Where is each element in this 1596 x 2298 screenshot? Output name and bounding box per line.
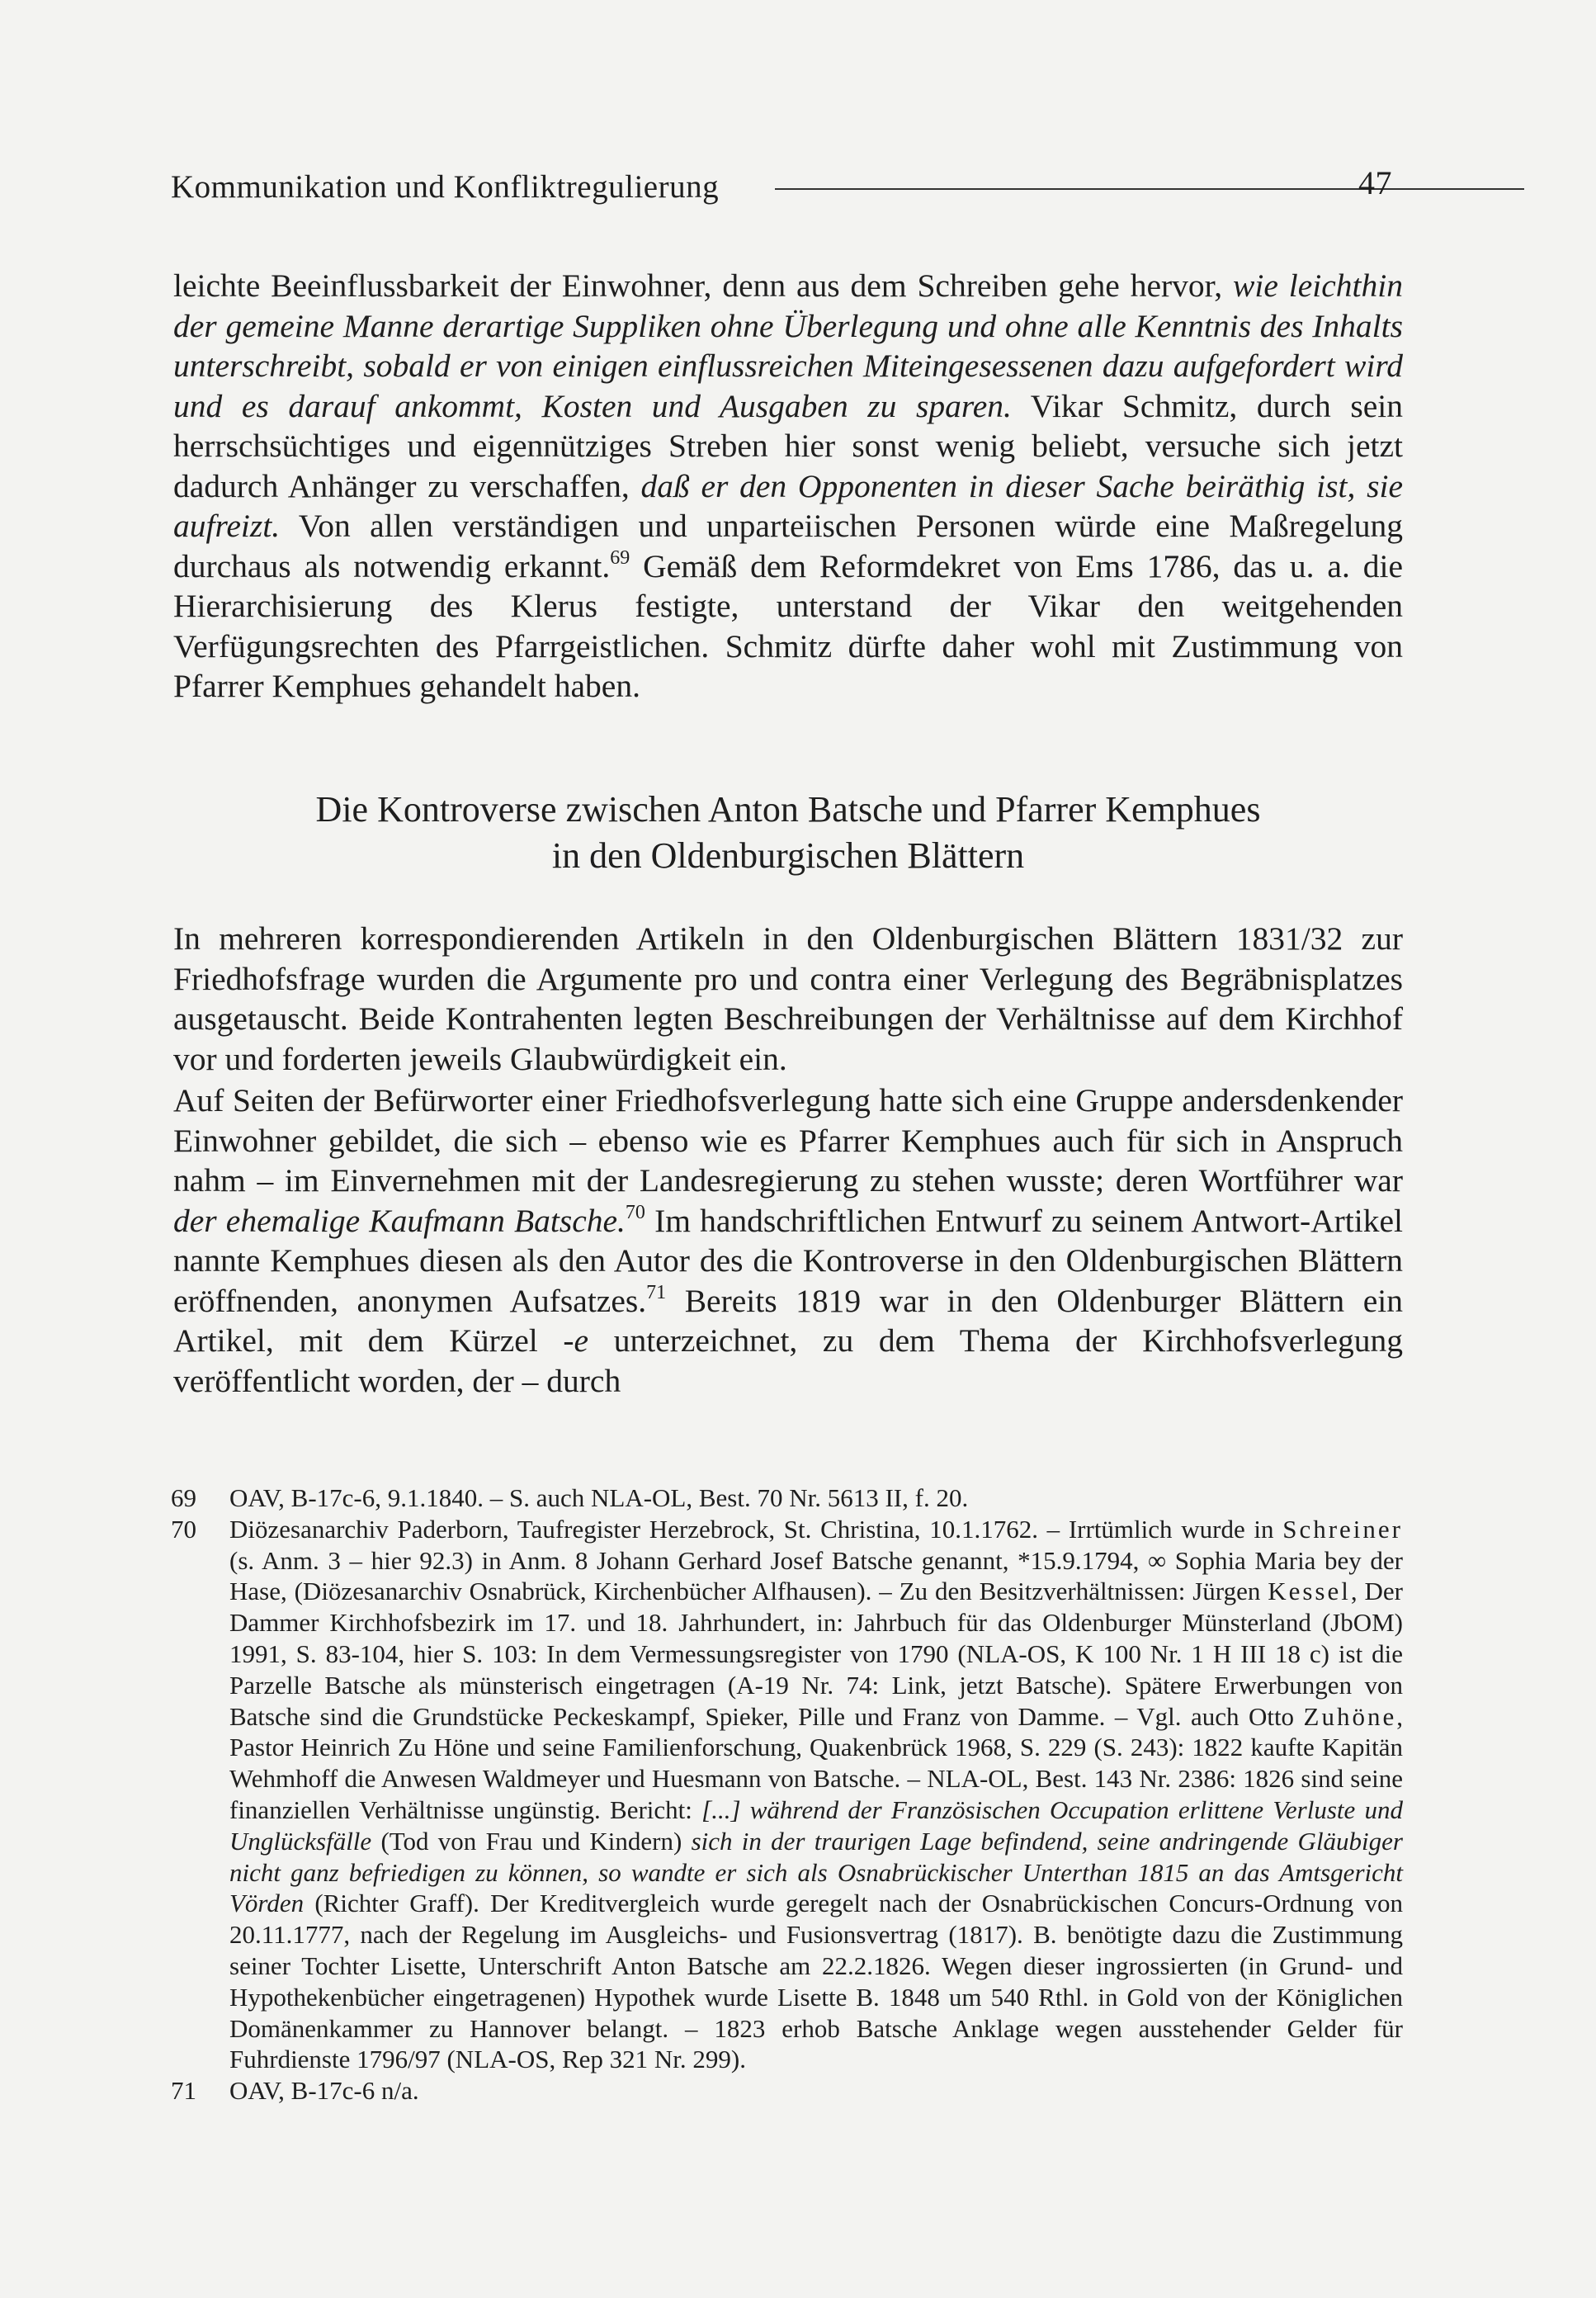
page-number: 47: [1358, 164, 1392, 201]
footnote-text: OAV, B-17c-6, 9.1.1840. – S. auch NLA-OL, Best. 70 Nr. 5613 II, f. 20.: [229, 1483, 969, 1512]
footnote-69: [171, 1482, 1403, 1514]
author-name: Kessel: [1268, 1577, 1351, 1606]
footnotes: [171, 1482, 1403, 2106]
para1-text-2: Vikar Schmitz, durch sein herrschsüchtiges und eigennütziges Streben hier sonst wenig beliebt, versuche sich jetzt dadurch Anhänger zu verschaffen,: [173, 387, 1403, 504]
para1-quote-2: daß er den Opponenten in dieser Sache beiräthig ist, sie aufreizt.: [173, 467, 1403, 544]
footnote-ref-70[interactable]: 70: [625, 1201, 645, 1223]
para1-text-3: Von allen verständigen und unparteiischen Personen würde eine Maßregelung durchaus als notwendig erkannt.: [173, 508, 1403, 584]
footnote-text: (Tod von Frau und Kindern): [371, 1826, 692, 1856]
section-heading: [173, 787, 1403, 879]
para3-text-2: Im handschriftlichen Entwurf zu seinem Antwort-Artikel nannte Kemphues diesen als den Autor des die Kontroverse in den Oldenburgischen Blättern eröffnenden, anonymen Aufsatzes.: [173, 1202, 1403, 1319]
footnote-text: (s. Anm. 3 – hier 92.3) in Anm. 8 Johann Gerhard Josef Batsche genannt, *15.9.1794, ∞ Sophia Maria bey der Hase, (Diözesanarchiv Osnabrück, Kirchenbücher Alfhausen). – Zu den Besitzverhältnissen: Jürgen: [229, 1545, 1403, 1606]
para3-quote-1: der ehemalige Kaufmann Batsche.: [173, 1202, 626, 1239]
header-rule: [775, 188, 1524, 190]
paragraph-3: [173, 1080, 1403, 1401]
running-header: [171, 163, 1392, 213]
author-name: Schreiner: [1282, 1514, 1403, 1544]
footnote-text: , Der Dammer Kirchhofsbezirk im 17. und 18. Jahrhundert, in: Jahrbuch für das Oldenburger Münsterland (JbOM) 1991, S. 83-104, hier S. 103: In dem Vermessungsregister von 1790 (NLA-OS, K 100 Nr. 1 H III 18 c) ist die Parzelle Batsche als münsterisch eingetragen (A-19 Nr. 74: Link, jetzt Batsche). Spätere Erwerbungen von Batsche sind die Grundstücke Peckeskampf, Spieker, Pille und Franz von Damme. – Vgl. auch Otto: [229, 1577, 1403, 1731]
footnote-text: , Pastor Heinrich Zu Höne und seine Familienforschung, Quakenbrück 1968, S. 229 (S. 243): 1822 kaufte Kapitän Wehmhoff die Anwesen Waldmeyer und Huesmann von Batsche. – NLA-OL, Best. 143 Nr. 2386: 1826 sind seine finanziellen Verhältnisse ungünstig. Bericht:: [229, 1701, 1403, 1824]
paragraph-1: [173, 266, 1403, 707]
footnote-71: [171, 2075, 1403, 2106]
footnote-number: 70: [171, 1514, 196, 1544]
footnote-ref-71[interactable]: 71: [646, 1281, 667, 1303]
footnote-quote: sich in der traurigen Lage befindend, seine andringende Gläubiger nicht ganz befriedigen zu können, so wandte er sich als Osnabrückischer Unterthan 1815 an das Amtsgericht Vörden: [229, 1826, 1403, 1918]
footnote-text: OAV, B-17c-6 n/a.: [229, 2076, 419, 2106]
footnote-number: 69: [171, 1483, 196, 1512]
footnote-ref-69[interactable]: 69: [610, 546, 630, 569]
para1-quote-1: wie leichthin der gemeine Manne derartige Suppliken ohne Überlegung und ohne alle Kenntnis des Inhalts unterschreibt, sobald er von einigen einflussreichen Miteingesessenen dazu aufgefordert wird und es darauf ankommt, Kosten und Ausgaben zu sparen.: [173, 267, 1403, 424]
footnote-quote: [...] während der Französischen Occupation erlittene Verluste und Unglücksfälle: [229, 1794, 1404, 1856]
para3-text-3: Bereits 1819 war in den Oldenburger Blättern ein Artikel, mit dem Kürzel: [173, 1282, 1403, 1359]
footnote-number: 71: [171, 2076, 196, 2106]
footnote-text: (Richter Graff). Der Kreditvergleich wurde geregelt nach der Osnabrückischen Concurs-Ordnung von 20.11.1777, nach der Regelung im Ausgleichs- und Fusionsvertrag (1817). B. benötigte dazu die Zustimmung seiner Tochter Lisette, Unterschrift Anton Batsche am 22.2.1826. Wegen dieser ingrossierten (in Grund- und Hypothekenbücher eingetragenen) Hypothek wurde Lisette B. 1848 um 540 Rthl. in Gold von der Königlichen Domänenkammer zu Hannover belangt. – 1823 erhob Batsche Anklage wegen ausstehender Gelder für Fuhrdienste 1796/97 (NLA-OS, Rep 321 Nr. 299).: [229, 1889, 1403, 2074]
para3-text-1: Auf Seiten der Befürworter einer Friedhofsverlegung hatte sich eine Gruppe andersdenkender Einwohner gebildet, die sich – ebenso wie es Pfarrer Kemphues auch für sich in Anspruch nahm – im Einvernehmen mit der Landesregierung zu stehen wusste; deren Wortführer war: [173, 1082, 1403, 1199]
running-title: Kommunikation und Konfliktregulierung: [171, 169, 720, 205]
footnote-70: [171, 1514, 1403, 2075]
section-heading-line-1: Die Kontroverse zwischen Anton Batsche und Pfarrer Kemphues: [315, 789, 1261, 830]
section-heading-line-2: in den Oldenburgischen Blättern: [551, 835, 1025, 876]
paragraph-2: In mehreren korrespondierenden Artikeln in den Oldenburgischen Blättern 1831/32 zur Friedhofsfrage wurden die Argumente pro und contra einer Verlegung des Begräbnisplatzes ausgetauscht. Beide Kontrahenten legten Beschreibungen der Verhältnisse auf dem Kirchhof vor und forderten jeweils Glaubwürdigkeit ein.: [173, 920, 1403, 1077]
para1-text-4: Gemäß dem Reformdekret von Ems 1786, das u. a. die Hierarchisierung des Klerus festigte, unterstand der Vikar den weitgehenden Verfügungsrechten des Pfarrgeistlichen. Schmitz dürfte daher wohl mit Zustimmung von Pfarrer Kemphues gehandelt haben.: [173, 547, 1403, 704]
para3-text-4: unterzeichnet, zu dem Thema der Kirchhofsverlegung veröffentlicht worden, der – durch: [173, 1322, 1403, 1399]
author-name: Zuhöne: [1303, 1701, 1397, 1731]
footnote-text: Diözesanarchiv Paderborn, Taufregister Herzebrock, St. Christina, 10.1.1762. – Irrtümlich wurde in: [229, 1514, 1283, 1544]
para3-abbrev: -e: [563, 1322, 589, 1359]
para1-text-1: leichte Beeinflussbarkeit der Einwohner, denn aus dem Schreiben gehe hervor,: [173, 267, 1234, 304]
